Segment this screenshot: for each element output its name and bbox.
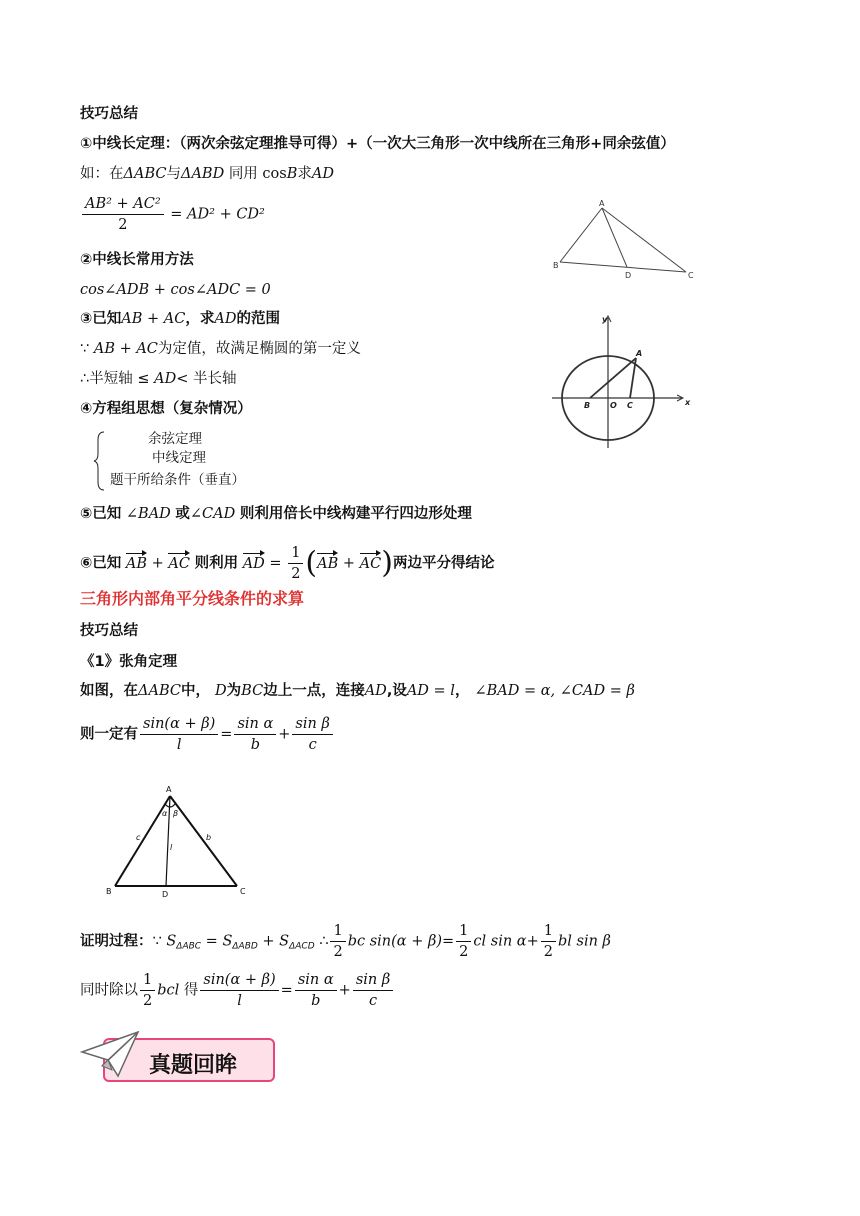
ellipse-figure <box>548 312 698 452</box>
text: 或 <box>175 506 190 522</box>
subscript: ΔABC <box>176 941 202 952</box>
fraction-denominator: b <box>250 737 260 753</box>
median-formula <box>80 194 265 235</box>
angle-label: β <box>173 809 179 818</box>
subscript: ΔABD <box>232 941 258 952</box>
fraction-denominator: c <box>368 993 378 1009</box>
text: 两边平分得结论 <box>392 555 495 572</box>
math: bcl <box>157 982 180 999</box>
math: AD <box>364 683 387 699</box>
math: cl sin α <box>473 933 527 950</box>
text: 则利用 <box>194 555 239 572</box>
fraction-denominator: 2 <box>143 993 153 1009</box>
fraction-numerator: 1 <box>330 921 345 942</box>
text: 的范围 <box>236 311 280 327</box>
text: 为定值，故满足椭圆的第一定义 <box>157 341 361 357</box>
math: ΔABD <box>180 166 225 182</box>
math: ΔABC <box>138 683 181 699</box>
math: + <box>278 726 291 743</box>
text: 为 <box>226 683 242 699</box>
fraction-numerator: 1 <box>541 921 556 942</box>
math: bc sin(α + β) <box>347 933 443 950</box>
math: S <box>222 933 233 950</box>
vertex-label: D <box>162 890 169 898</box>
fraction-denominator: 2 <box>333 944 343 960</box>
math: ΔABC <box>123 166 167 182</box>
fraction-numerator: sin β <box>292 714 332 735</box>
section-heading: 技巧总结 <box>80 106 138 122</box>
math: D <box>215 683 227 699</box>
system-line-1: 余弦定理 <box>148 431 202 447</box>
fraction-numerator: sin α <box>295 970 337 991</box>
angle-theorem-figure <box>100 780 260 898</box>
fraction-denominator: l <box>237 993 242 1009</box>
text: ⑥已知 <box>80 555 122 572</box>
median-triangle-figure <box>550 198 700 286</box>
vector: AC <box>168 555 190 572</box>
point-label: O <box>610 401 617 410</box>
text: 则利用倍长中线构建平行四边形处理 <box>239 506 472 522</box>
math: S <box>279 933 290 950</box>
math: = <box>280 982 293 999</box>
item1-title: ①中线长定理：（两次余弦定理推导可得）+（一次大三角形一次中线所在三角形+同余弦值） <box>80 136 675 152</box>
fraction-numerator: 1 <box>288 543 303 564</box>
math: B <box>286 166 298 182</box>
fraction-denominator: 2 <box>291 566 301 582</box>
text: ⑤已知 <box>80 506 122 522</box>
item3-line3 <box>80 369 236 389</box>
math: AD = l <box>406 683 455 699</box>
text: ，求 <box>185 311 215 327</box>
vector: AD <box>242 555 265 572</box>
vertex-label: B <box>553 261 559 270</box>
math: + <box>338 982 351 999</box>
side-label: l <box>170 843 173 852</box>
fraction-denominator: l <box>176 737 182 753</box>
divide-line <box>80 970 395 1011</box>
math: + <box>526 933 539 950</box>
vertex-label: C <box>240 887 246 896</box>
math: + <box>151 555 164 572</box>
side-label: b <box>206 833 212 842</box>
section-heading: 技巧总结 <box>80 623 138 639</box>
fraction-numerator: 1 <box>456 921 471 942</box>
system-line-2: 中线定理 <box>152 450 206 466</box>
axis-label-x: x <box>685 398 691 407</box>
text: ③已知 <box>80 311 122 327</box>
math: + <box>342 555 356 572</box>
math: S <box>166 933 177 950</box>
text: ∴半短轴 ≤ <box>80 371 150 387</box>
fraction-numerator: sin α <box>234 714 276 735</box>
item5 <box>80 504 472 524</box>
math: ∠BAD = α, ∠CAD = β <box>474 683 635 699</box>
fraction-denominator: b <box>311 993 321 1009</box>
angle-theorem-formula <box>80 714 335 755</box>
math: = <box>269 555 282 572</box>
text: ， <box>454 683 470 699</box>
math: ∠CAD <box>189 506 236 522</box>
vertex-label: C <box>688 271 694 280</box>
math: cos <box>262 166 287 182</box>
banner-label: 真题回眸 <box>149 1053 238 1078</box>
text: 如：在 <box>80 166 124 182</box>
text: 同用 <box>228 166 258 182</box>
math: AB + AC <box>93 341 158 357</box>
vertex-label: A <box>166 785 172 794</box>
text: 边上一点，连接 <box>263 683 365 699</box>
text: 则一定有 <box>80 726 138 743</box>
angle-theorem-line <box>80 681 635 701</box>
subscript: ΔACD <box>289 941 315 952</box>
math: ∠BAD <box>125 506 171 522</box>
fraction-numerator: 1 <box>140 970 155 991</box>
text: ∵ <box>80 341 90 357</box>
fraction-denominator: c <box>308 737 317 753</box>
item4-title: ④方程组思想（复杂情况） <box>80 401 252 417</box>
math: AD <box>154 371 177 387</box>
point-label: A <box>636 349 643 358</box>
item2-title: ②中线长常用方法 <box>80 252 194 268</box>
math: bl sin β <box>557 933 611 950</box>
item3-title <box>80 309 280 329</box>
math: = <box>442 933 455 950</box>
axis-label-y: y <box>602 315 608 324</box>
text: < 半长轴 <box>176 371 237 387</box>
fraction-denominator: 2 <box>459 944 469 960</box>
text: ,设 <box>386 683 407 699</box>
math: AD <box>311 166 334 182</box>
text: 得 <box>183 982 199 999</box>
vertex-label: A <box>599 199 605 208</box>
math: = <box>205 933 218 950</box>
fraction-numerator: AB² + AC² <box>82 194 164 215</box>
fraction-denominator: 2 <box>118 217 128 233</box>
fraction-numerator: sin(α + β) <box>200 970 278 991</box>
math: = AD² + CD² <box>170 206 265 223</box>
vector: AB <box>317 555 339 572</box>
item3-line2 <box>80 339 361 359</box>
section-title: 三角形内部角平分线条件的求算 <box>80 589 305 608</box>
text: 求 <box>297 166 312 182</box>
subtitle: 《1》张角定理 <box>80 654 178 670</box>
text: 与 <box>166 166 181 182</box>
point-label: C <box>627 401 633 410</box>
text: 证明过程： <box>80 933 153 950</box>
system-line-3: 题干所给条件（垂直） <box>110 472 245 488</box>
item1-example <box>80 164 334 184</box>
math: AB + AC <box>121 311 186 327</box>
text: ∵ <box>152 933 162 950</box>
item2-formula: cos∠ADB + cos∠ADC = 0 <box>80 282 271 298</box>
vertex-label: B <box>106 887 112 896</box>
fraction-denominator: 2 <box>543 944 553 960</box>
text: ∴ <box>319 933 329 950</box>
text: 如图，在 <box>80 683 138 699</box>
proof-line <box>80 921 611 962</box>
math: = <box>220 726 233 743</box>
math: + <box>262 933 275 950</box>
vertex-label: D <box>625 271 632 280</box>
paper-plane-icon <box>78 1026 148 1082</box>
angle-label: α <box>162 809 168 818</box>
math: BC <box>241 683 264 699</box>
item6: ⑥已知 AB + AC 则利用 AD = $\frac{1}{2}$ (AB + AC)两边平分得结论 <box>80 545 495 582</box>
math: AD <box>214 311 237 327</box>
vector: AB <box>125 555 148 572</box>
side-label: c <box>136 833 141 842</box>
fraction-numerator: sin(α + β) <box>140 714 218 735</box>
point-label: B <box>584 401 591 410</box>
brace <box>92 430 106 492</box>
fraction-numerator: sin β <box>353 970 393 991</box>
text: 中， <box>180 683 210 699</box>
text: 同时除以 <box>80 982 138 999</box>
vector: AC <box>359 555 382 572</box>
